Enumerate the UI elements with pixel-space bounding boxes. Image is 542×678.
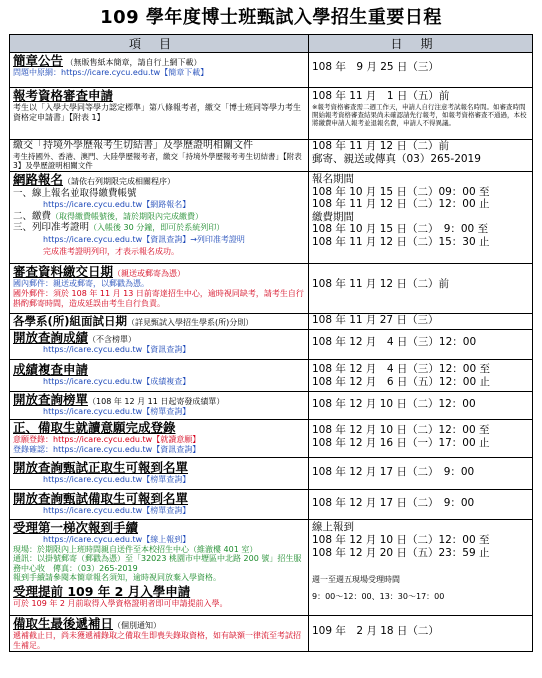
date-text: 108 年 12 月 17 日（二） 9：00 bbox=[312, 497, 475, 509]
row-heading-note: （無販售紙本簡章，請自行上網下載） bbox=[65, 58, 202, 67]
table-row bbox=[10, 490, 533, 520]
row-date bbox=[309, 330, 533, 360]
link[interactable]: https://icare.cycu.edu.tw【資訊查詢】→列印准考證明 bbox=[43, 234, 245, 244]
table-row bbox=[10, 172, 533, 264]
row-heading: 開放查詢榜單 bbox=[13, 392, 89, 407]
row-heading-note: （個別通知） bbox=[113, 621, 162, 630]
row-item bbox=[10, 172, 309, 264]
row-heading: 簡章公告 bbox=[13, 53, 64, 68]
date-text: 108 年 12 月 6 日（五）12：00 止 bbox=[312, 376, 490, 388]
date-text: 108 年 9 月 25 日（三） bbox=[312, 61, 439, 73]
link[interactable]: https://icare.cycu.edu.tw【榜單查詢】 bbox=[43, 407, 191, 416]
hours-text: 9：00～12：00、13：30～17：00 bbox=[312, 592, 445, 601]
date-text: 108 年 12 月 16 日（一）17：00 止 bbox=[312, 437, 490, 449]
table-row bbox=[10, 520, 533, 616]
step-3-warning: 完成准考證明列印，才表示報名成功。 bbox=[43, 246, 179, 256]
date-text: 108 年 12 月 17 日（二） 9：00 bbox=[312, 466, 475, 478]
table-row bbox=[10, 314, 533, 330]
row-item bbox=[10, 330, 309, 360]
row-heading: 審查資料繳交日期 bbox=[13, 264, 114, 279]
row-desc: 國內郵件：親送或郵寄，以郵戳為憑。 bbox=[13, 279, 149, 288]
row-desc: 國外郵件：須於 108 年 11 月 13 日前寄達招生中心，逾時視同缺考，請考生自行斟酌郵寄時間，造成延誤由考生自行負責。 bbox=[13, 289, 304, 308]
date-text: 108 年 11 月 1 日（五）前 bbox=[312, 90, 450, 102]
row-item bbox=[10, 360, 309, 392]
link[interactable]: 登錄確認：https://icare.cycu.edu.tw【資訊查詢】 bbox=[13, 445, 201, 454]
table-row bbox=[10, 264, 533, 314]
date-text: 108 年 11 月 12 日（二）前 bbox=[312, 140, 449, 152]
table-row bbox=[10, 88, 533, 140]
row-date bbox=[309, 420, 533, 458]
row-heading-note: （不含榜單） bbox=[88, 335, 137, 344]
date-text: 108 年 12 月 10 日（二）12：00 至 bbox=[312, 424, 490, 436]
row-date: 108 年 11 月 27 日（三） bbox=[309, 314, 533, 330]
row-heading: 開放查詢成績 bbox=[13, 330, 89, 345]
link[interactable]: 問題中原網：https://icare.cycu.edu.tw【簡章下載】 bbox=[13, 68, 209, 77]
row-heading: 開放查詢甄試正取生可報到名單 bbox=[13, 460, 189, 475]
row-item bbox=[10, 420, 309, 458]
table-row bbox=[10, 360, 533, 392]
row-date bbox=[309, 490, 533, 520]
row-item bbox=[10, 88, 309, 140]
date-text: 108 年 12 月 10 日（二）12：00 bbox=[312, 398, 476, 410]
row-heading-note: （請依右列期限完成相關程序） bbox=[63, 177, 176, 186]
date-text: 108 年 12 月 4 日（三）12：00 bbox=[312, 336, 477, 348]
table-row bbox=[10, 330, 533, 360]
link[interactable]: https://icare.cycu.edu.tw【榜單查詢】 bbox=[43, 475, 191, 484]
row-item bbox=[10, 140, 309, 172]
row-heading: 正、備取生就讀意願完成登錄 bbox=[13, 420, 176, 435]
table-row bbox=[10, 420, 533, 458]
link[interactable]: 意願登錄：https://icare.cycu.edu.tw【就讀意願】 bbox=[13, 435, 201, 444]
row-desc: 考生以「入學大學同等學力認定標準」第八條報考者，繳交「博士班同等學力考生資格定申請書」【附表 1】 bbox=[13, 103, 301, 122]
step-1: 一、線上報名並取得繳費帳號 bbox=[13, 187, 137, 199]
row-heading: 報考資格審查申請 bbox=[13, 88, 114, 103]
date-text: 108 年 12 月 20 日（五）23：59 止 bbox=[312, 547, 490, 559]
row-item bbox=[10, 53, 309, 88]
date-text: 108 年 12 月 10 日（二）12：00 至 bbox=[312, 534, 490, 546]
link[interactable]: https://icare.cycu.edu.tw【榜單查詢】 bbox=[43, 506, 191, 515]
row-item bbox=[10, 520, 309, 616]
row-date bbox=[309, 172, 533, 264]
page-title: 109 學年度博士班甄試入學招生重要日程 bbox=[100, 7, 442, 28]
row-heading-note: （詳見甄試入學招生學系(所)分則） bbox=[127, 318, 254, 327]
row-date bbox=[309, 616, 533, 652]
row-date bbox=[309, 264, 533, 314]
date-text: 108 年 12 月 4 日（三）12：00 至 bbox=[312, 363, 490, 375]
link[interactable]: https://icare.cycu.edu.tw【線上報到】 bbox=[43, 535, 191, 544]
header-item: 項目 bbox=[10, 35, 309, 53]
date-text: 郵寄、親送或傳真（03）265-2019 bbox=[312, 153, 481, 165]
row-desc: 報到手續請參閱本簡章報名須知，逾時視同放棄入學資格。 bbox=[13, 573, 221, 583]
table-row bbox=[10, 140, 533, 172]
date-text: 108 年 10 月 15 日（二） 9：00 至 bbox=[312, 223, 489, 236]
row-date bbox=[309, 520, 533, 616]
row-heading: 受理第一梯次報到手續 bbox=[13, 520, 139, 535]
row-desc: 現場：於期限內上班時間親自送件至本校招生中心（維澈樓 401 室） bbox=[13, 544, 258, 554]
date-label: 線上報到 bbox=[312, 521, 354, 533]
table-row bbox=[10, 392, 533, 420]
row-date bbox=[309, 458, 533, 490]
row-desc: 可於 109 年 2 月前取得入學資格證明者即可申請提前入學。 bbox=[13, 598, 228, 608]
schedule-table bbox=[9, 34, 533, 652]
row-date bbox=[309, 140, 533, 172]
row-date bbox=[309, 392, 533, 420]
row-heading: 成績複查申請 bbox=[13, 362, 89, 377]
row-item bbox=[10, 490, 309, 520]
link[interactable]: https://icare.cycu.edu.tw【網路報名】 bbox=[43, 200, 191, 210]
table-row bbox=[10, 616, 533, 652]
row-desc: 遞補截止日，尚未獲遞補錄取之備取生即喪失錄取資格，如有缺額一律流至考試招生補足。 bbox=[13, 631, 301, 650]
row-heading: 網路報名 bbox=[13, 172, 64, 187]
link[interactable]: https://icare.cycu.edu.tw【成績複查】 bbox=[43, 377, 191, 386]
row-date bbox=[309, 360, 533, 392]
row-desc: 考生持國外、香港、澳門、大陸學歷報考者，繳交「持境外學歷報考考生切結書」【附表 3】及學歷證明相關文件 bbox=[13, 152, 302, 170]
row-date bbox=[309, 88, 533, 140]
step-2: 二、繳費 bbox=[13, 210, 52, 222]
hours-label: 週一至週五現場受理時間 bbox=[312, 575, 400, 584]
date-text: 109 年 2 月 18 日（二） bbox=[312, 625, 439, 637]
row-item bbox=[10, 458, 309, 490]
row-item bbox=[10, 392, 309, 420]
step-3-note: （入帳後 30 分鐘，即可於系統列印） bbox=[89, 223, 225, 233]
row-desc: 通訊：以掛號郵寄（郵戳為憑）至「32023 桃園市中壢區中北路 200 號」招生服務中心收 傳真：（03）265-2019 bbox=[13, 554, 302, 573]
row-heading-note: （108 年 12 月 11 日起寄發成績單） bbox=[88, 397, 225, 406]
date-text: 108 年 10 月 15 日（二）09：00 至 bbox=[312, 185, 490, 198]
link[interactable]: https://icare.cycu.edu.tw【資訊查詢】 bbox=[43, 345, 191, 354]
header-date: 日期 bbox=[309, 35, 533, 53]
table-row bbox=[10, 53, 533, 88]
step-2-note: （取得繳費帳號後，請於期限內完成繳費） bbox=[51, 211, 204, 221]
date-text: 108 年 11 月 12 日（二）15：30 止 bbox=[312, 235, 490, 248]
date-label: 繳費期間 bbox=[312, 210, 354, 223]
row-heading: 繳交「持境外學歷報考生切結書」及學歷證明相關文件 bbox=[13, 140, 253, 151]
step-3: 三、列印准考證明 bbox=[13, 222, 90, 234]
date-label: 報名期間 bbox=[312, 173, 354, 185]
row-item bbox=[10, 264, 309, 314]
table-row bbox=[10, 458, 533, 490]
row-date bbox=[309, 53, 533, 88]
row-heading-note: （親送或郵寄為憑） bbox=[113, 269, 186, 278]
row-item bbox=[10, 616, 309, 652]
table-header-row bbox=[10, 35, 533, 53]
date-text: 108 年 11 月 12 日（二）12：00 止 bbox=[312, 198, 490, 211]
date-text: 108 年 11 月 12 日（二）前 bbox=[312, 278, 449, 290]
row-heading: 受理提前 109 年 2 月入學申請 bbox=[13, 583, 191, 599]
date-note: ※報考資格審查需二週工作天，申請人自行注意考試報名時間。如審查時間開始報考資格審查結果尚未確認請先行報考，如報考資格審查不通過，本校將繳費申請人報考並退報名費，申請人不得異議。 bbox=[312, 103, 527, 127]
row-item bbox=[10, 314, 309, 330]
row-heading: 備取生最後遞補日 bbox=[13, 616, 114, 631]
row-heading: 各學系(所)組面試日期 bbox=[13, 314, 128, 328]
row-heading: 開放查詢甄試備取生可報到名單 bbox=[13, 491, 189, 506]
